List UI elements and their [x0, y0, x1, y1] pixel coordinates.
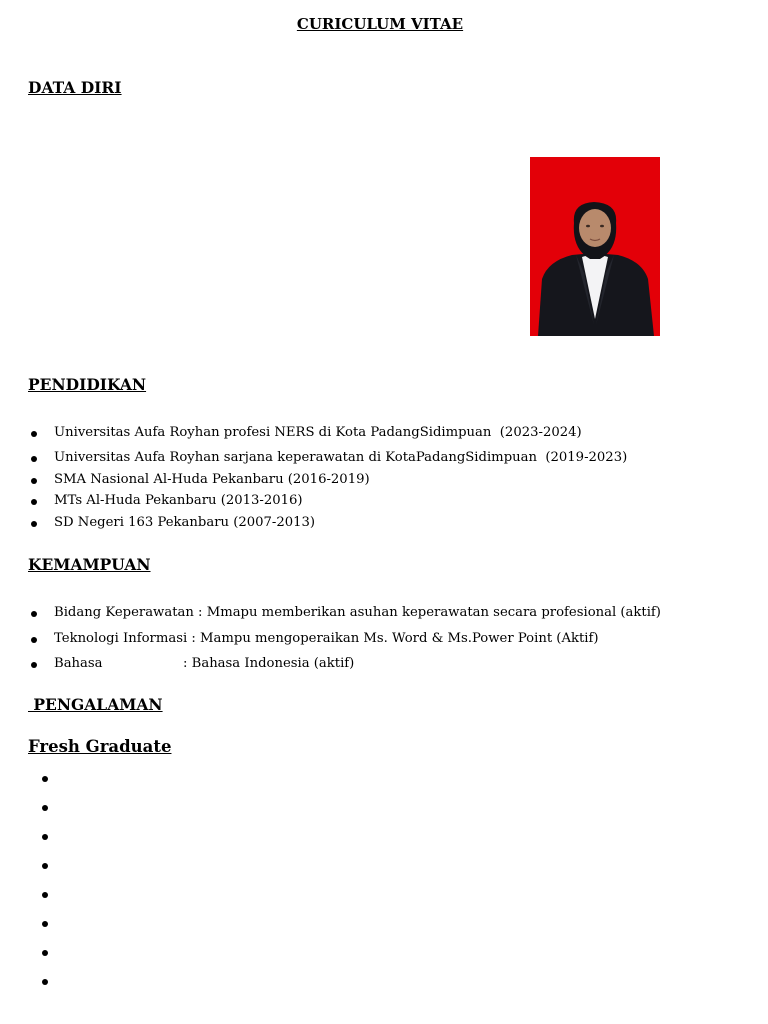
heading-fresh-graduate: Fresh Graduate: [28, 737, 172, 756]
bullet-icon: [42, 892, 48, 898]
bullet-icon: [42, 776, 48, 782]
heading-pendidikan: PENDIDIKAN: [28, 375, 147, 394]
heading-pengalaman: PENGALAMAN: [28, 695, 163, 714]
bullet-icon: [42, 921, 48, 927]
bullet-icon: [42, 834, 48, 840]
heading-data-diri: DATA DIRI: [28, 78, 122, 97]
bullet-icon: [31, 456, 37, 462]
cv-title: CURICULUM VITAE: [296, 15, 464, 33]
bullet-icon: [31, 499, 37, 505]
heading-kemampuan: KEMAMPUAN: [28, 555, 151, 574]
bullet-icon: [42, 805, 48, 811]
bullet-icon: [42, 863, 48, 869]
bullet-icon: [42, 979, 48, 985]
bullet-icon: [31, 521, 37, 527]
bullet-icon: [31, 637, 37, 643]
bullet-icon: [31, 431, 37, 437]
profile-photo: [530, 157, 660, 336]
person-portrait-icon: [530, 157, 660, 336]
bullet-icon: [31, 478, 37, 484]
bullet-icon: [31, 662, 37, 668]
bullet-icon: [31, 611, 37, 617]
bullet-icon: [42, 950, 48, 956]
